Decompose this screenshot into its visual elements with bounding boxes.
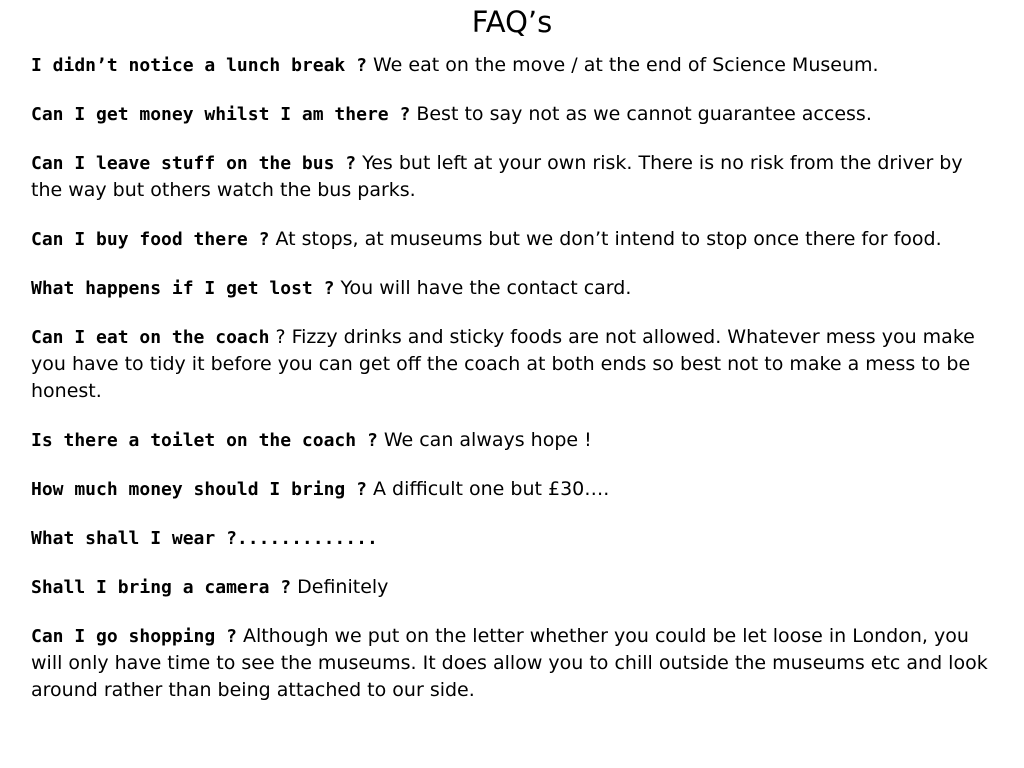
- faq-item: [31, 101, 991, 128]
- faq-answer: Definitely: [291, 576, 389, 598]
- faq-answer: A difficult one but £30….: [366, 478, 610, 500]
- faq-question: Can I get money whilst I am there ?: [31, 104, 411, 125]
- faq-question: What happens if I get lost ?: [31, 278, 335, 299]
- faq-item: [31, 623, 991, 704]
- faq-question: How much money should I bring ?: [31, 479, 367, 500]
- faq-answer: We eat on the move / at the end of Science Museum.: [366, 54, 879, 76]
- faq-item: [31, 525, 991, 552]
- faq-item: [31, 427, 991, 454]
- page-title: FAQ’s: [471, 5, 553, 39]
- faq-answer: You will have the contact card.: [334, 277, 632, 299]
- faq-item: [31, 275, 991, 302]
- faq-answer: We can always hope !: [377, 429, 592, 451]
- faq-item: [31, 324, 991, 405]
- faq-answer: At stops, at museums but we don’t intend to stop once there for food.: [269, 228, 942, 250]
- faq-item: [31, 150, 991, 204]
- faq-answer: Although we put on the letter whether you could be let loose in London, you will only have time to see the museums. It does allow you to chill outside the museums etc and look around rather than being attached to our side.: [31, 625, 988, 701]
- faq-question: Can I leave stuff on the bus ?: [31, 153, 357, 174]
- faq-item: [31, 574, 991, 601]
- faq-question: Shall I bring a camera ?: [31, 577, 292, 598]
- faq-item: [31, 52, 991, 79]
- faq-question: I didn’t notice a lunch break ?: [31, 55, 367, 76]
- faq-item: [31, 226, 991, 253]
- faq-question: Can I go shopping ?: [31, 626, 237, 647]
- faq-question: Is there a toilet on the coach ?: [31, 430, 378, 451]
- faq-item: [31, 476, 991, 503]
- faq-question: What shall I wear ?.............: [31, 528, 378, 549]
- faq-answer: Yes but left at your own risk. There is no risk from the driver by the way but others watch the bus parks.: [31, 152, 963, 201]
- faq-question: Can I eat on the coach: [31, 327, 270, 348]
- faq-answer: Best to say not as we cannot guarantee access.: [410, 103, 872, 125]
- faq-list: [31, 52, 991, 726]
- faq-answer: ? Fizzy drinks and sticky foods are not allowed. Whatever mess you make you have to tidy it before you can get off the coach at both ends so best not to make a mess to be honest.: [31, 326, 975, 402]
- faq-question: Can I buy food there ?: [31, 229, 270, 250]
